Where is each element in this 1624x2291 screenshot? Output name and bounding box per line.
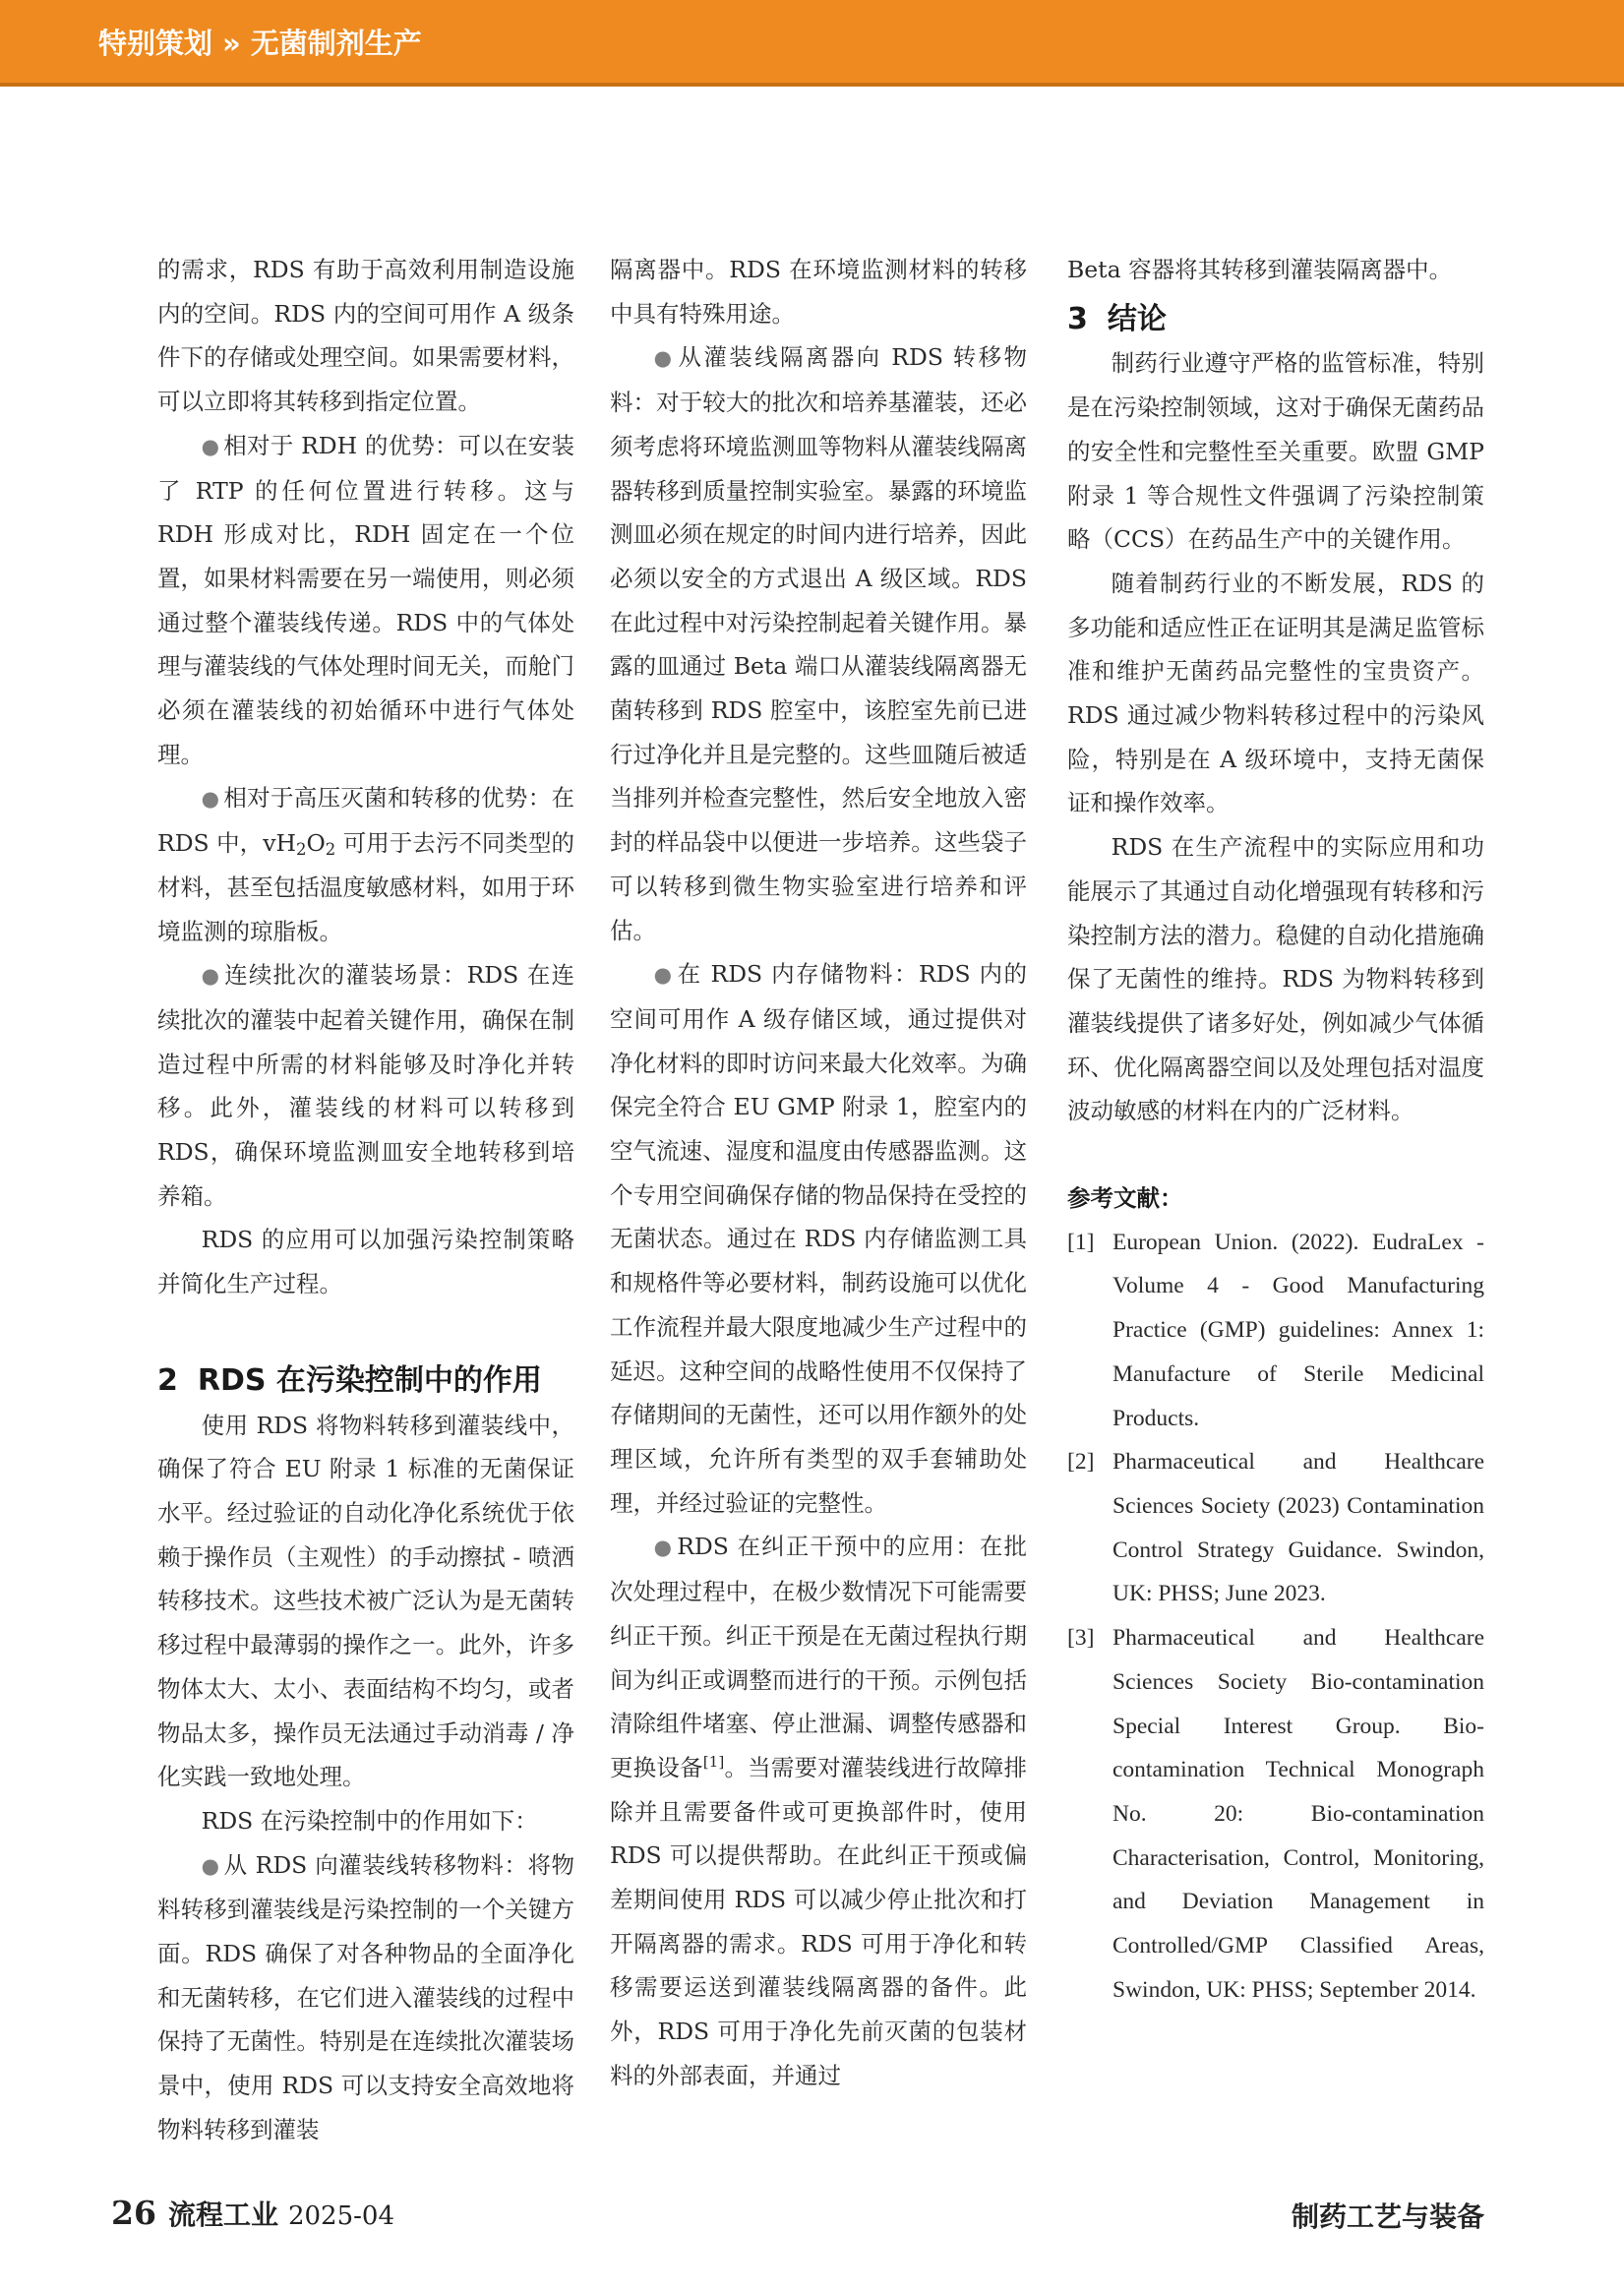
section-heading: [1067, 298, 1484, 342]
header-bar: [0, 0, 1624, 87]
section-heading: [157, 1359, 574, 1404]
paragraph: 使用 RDS 将物料转移到灌装线中，确保了符合 EU 附录 1 标准的无菌保证水平。经过验证的自动化净化系统优于依赖于操作员（主观性）的手动擦拭 - 喷洒转移技术。这些技术被广泛认为是无菌转移过程中最薄弱的操作之一。此外，许多物体太大、太小、表面结构不均匀，或者物品太多，操作员无法通过手动消毒 / 净化实践一致地处理。: [157, 1411, 574, 1791]
bullet-dot-icon: ●: [201, 433, 220, 458]
bullet-item: [610, 952, 1027, 1525]
subscript: 2: [325, 840, 336, 860]
bullet-text: 从 RDS 向灌装线转移物料：将物料转移到灌装线是污染控制的一个关键方面。RDS 确保了对各种物品的全面净化和无菌转移，在它们进入灌装线的过程中保持了无菌性。特别是在连续批次灌装场景中，使用 RDS 可以支持安全高效地将物料转移到灌装: [157, 1850, 575, 2143]
paragraph: 的需求，RDS 有助于高效利用制造设施内的空间。RDS 内的空间可用作 A 级条件下的存储或处理空间。如果需要材料，可以立即将其转移到指定位置。: [157, 256, 574, 416]
column-1: [157, 248, 574, 2152]
bullet-item: [610, 335, 1027, 952]
paragraph: Beta 容器将其转移到灌装隔离器中。: [1067, 256, 1453, 283]
reference-item: [1067, 1616, 1484, 2012]
subscript: 2: [295, 840, 307, 860]
paragraph: RDS 在污染控制中的作用如下：: [201, 1806, 538, 1835]
footer-left: [111, 2194, 394, 2233]
bullet-item: [157, 776, 574, 953]
bullet-item: [157, 424, 574, 777]
section-header: [98, 24, 422, 63]
paragraph: 制药行业遵守严格的监管标准，特别是在污染控制领域，这对于确保无菌药品的安全性和完整性至关重要。欧盟 GMP 附录 1 等合规性文件强调了污染控制策略（CCS）在药品生产中的关键作用。: [1067, 349, 1484, 554]
bullet-item: [610, 1525, 1027, 2097]
section-number: 2: [157, 1362, 178, 1398]
bullet-text: 相对于 RDH 的优势：可以在安装了 RTP 的任何位置进行转移。这与 RDH 形成对比，RDH 固定在一个位置，如果材料需要在另一端使用，则必须通过整个灌装线传递。RDS 中的气体处理与灌装线的气体处理时间无关，而舱门必须在灌装线的初始循环中进行气体处理。: [157, 431, 574, 768]
reference-text: European Union. (2022). EudraLex - Volume 4 - Good Manufacturing Practice (GMP) guidelines: Annex 1: Manufacture of Sterile Medicinal Products.: [1113, 1229, 1484, 1431]
reference-item: [1067, 1221, 1484, 1441]
section-label: 特别策划: [98, 27, 213, 60]
section-number: 3: [1067, 301, 1088, 336]
bullet-dot-icon: ●: [653, 1535, 674, 1560]
reference-number: [3]: [1067, 1625, 1095, 1652]
bullet-text: 可用于去污不同类型的材料，甚至包括温度敏感材料，如用于环境监测的琼脂板。: [157, 829, 574, 945]
reference-item: [1067, 1440, 1484, 1616]
issue-number: 2025-04: [287, 2201, 394, 2231]
reference-text: Pharmaceutical and Healthcare Sciences Society Bio-contamination Special Interest Group. Bio-contamination Technical Monograph No. 20: Bio-contamination Characterisation, Control, Monitoring, and Deviation Management in Controlled/GMP Classified Areas, Swindon, UK: PHSS; September 2014.: [1113, 1625, 1484, 2003]
bullet-text: O: [306, 829, 326, 858]
bullet-dot-icon: ●: [201, 786, 220, 812]
reference-list: [1067, 1221, 1484, 2013]
bullet-text: 相对于高压灭菌和转移的优势：在 RDS 中，vH: [157, 784, 575, 858]
bullet-dot-icon: ●: [201, 1852, 220, 1878]
reference-text: Pharmaceutical and Healthcare Sciences Society (2023) Contamination Control Strategy Guidance. Swindon, UK: PHSS; June 2023.: [1113, 1449, 1484, 1607]
paragraph: 隔离器中。RDS 在环境监测材料的转移中具有特殊用途。: [610, 256, 1027, 328]
paragraph: 随着制药行业的不断发展，RDS 的多功能和适应性正在证明其是满足监管标准和维护无菌药品完整性的宝贵资产。RDS 通过减少物料转移过程中的污染风险，特别是在 A 级环境中，支持无菌保证和操作效率。: [1067, 569, 1484, 817]
paragraph: RDS 在生产流程中的实际应用和功能展示了其通过自动化增强现有转移和污染控制方法的潜力。稳健的自动化措施确保了无菌性的维持。RDS 为物料转移到灌装线提供了诸多好处，例如减少气体循环、优化隔离器空间以及处理包括对温度波动敏感的材料在内的广泛材料。: [1067, 833, 1484, 1125]
page-number: 26: [111, 2194, 156, 2232]
column-3: [1067, 248, 1484, 2012]
column-2: [610, 248, 1027, 2098]
section-topic: 无菌制剂生产: [250, 27, 422, 60]
references-heading: 参考文献：: [1067, 1184, 1183, 1213]
bullet-text: RDS 在纠正干预中的应用：在批次处理过程中，在极少数情况下可能需要纠正干预。纠正干预是在无菌过程执行期间为纠正或调整而进行的干预。示例包括清除组件堵塞、停止泄漏、调整传感器和更换设备: [610, 1533, 1027, 1781]
bullet-dot-icon: ●: [653, 962, 674, 988]
paragraph: RDS 的应用可以加强污染控制策略并简化生产过程。: [157, 1226, 574, 1298]
citation-marker: [1]: [702, 1752, 725, 1771]
journal-name: 流程工业: [167, 2199, 278, 2231]
section-title: RDS 在污染控制中的作用: [197, 1362, 542, 1398]
bullet-text: 从灌装线隔离器向 RDS 转移物料：对于较大的批次和培养基灌装，还必须考虑将环境监测皿等物料从灌装线隔离器转移到质量控制实验室。暴露的环境监测皿必须在规定的时间内进行培养，因此必须以安全的方式退出 A 级区域。RDS 在此过程中对污染控制起着关键作用。暴露的皿通过 Beta 端口从灌装线隔离器无菌转移到 RDS 腔室中，该腔室先前已进行过净化并且是完整的。这些皿随后被适当排列并检查完整性，然后安全地放入密封的样品袋中以便进一步培养。这些袋子可以转移到微生物实验室进行培养和评估。: [610, 343, 1027, 944]
reference-number: [2]: [1067, 1449, 1095, 1476]
bullet-item: [157, 1843, 574, 2152]
bullet-text: 。当需要对灌装线进行故障排除并且需要备件或可更换部件时，使用 RDS 可以提供帮助。在此纠正干预或偏差期间使用 RDS 可以减少停止批次和打开隔离器的需求。RDS 可用于净化和转移需要运送到灌装线隔离器的备件。此外，RDS 可用于净化先前灭菌的包装材料的外部表面，并通过: [610, 1753, 1028, 2089]
reference-number: [1]: [1067, 1229, 1095, 1255]
bullet-text: 连续批次的灌装场景：RDS 在连续批次的灌装中起着关键作用，确保在制造过程中所需的材料能够及时净化并转移。此外，灌装线的材料可以转移到 RDS，确保环境监测皿安全地转移到培养箱。: [157, 961, 574, 1210]
section-separator: »: [222, 27, 241, 60]
section-title: 结论: [1107, 301, 1167, 336]
bullet-item: [157, 953, 574, 1218]
bullet-dot-icon: ●: [653, 345, 675, 371]
footer-column-name: 制药工艺与装备: [1291, 2201, 1484, 2233]
bullet-dot-icon: ●: [201, 963, 221, 989]
bullet-text: 在 RDS 内存储物料：RDS 内的空间可用作 A 级存储区域，通过提供对净化材料的即时访问来最大化效率。为确保完全符合 EU GMP 附录 1，腔室内的空气流速、湿度和温度由传感器监测。这个专用空间确保存储的物品保持在受控的无菌状态。通过在 RDS 内存储监测工具和规格件等必要材料，制药设施可以优化工作流程并最大限度地减少生产过程中的延迟。这种空间的战略性使用不仅保持了存储期间的无菌性，还可以用作额外的处理区域，允许所有类型的双手套辅助处理，并经过验证的完整性。: [610, 960, 1027, 1517]
